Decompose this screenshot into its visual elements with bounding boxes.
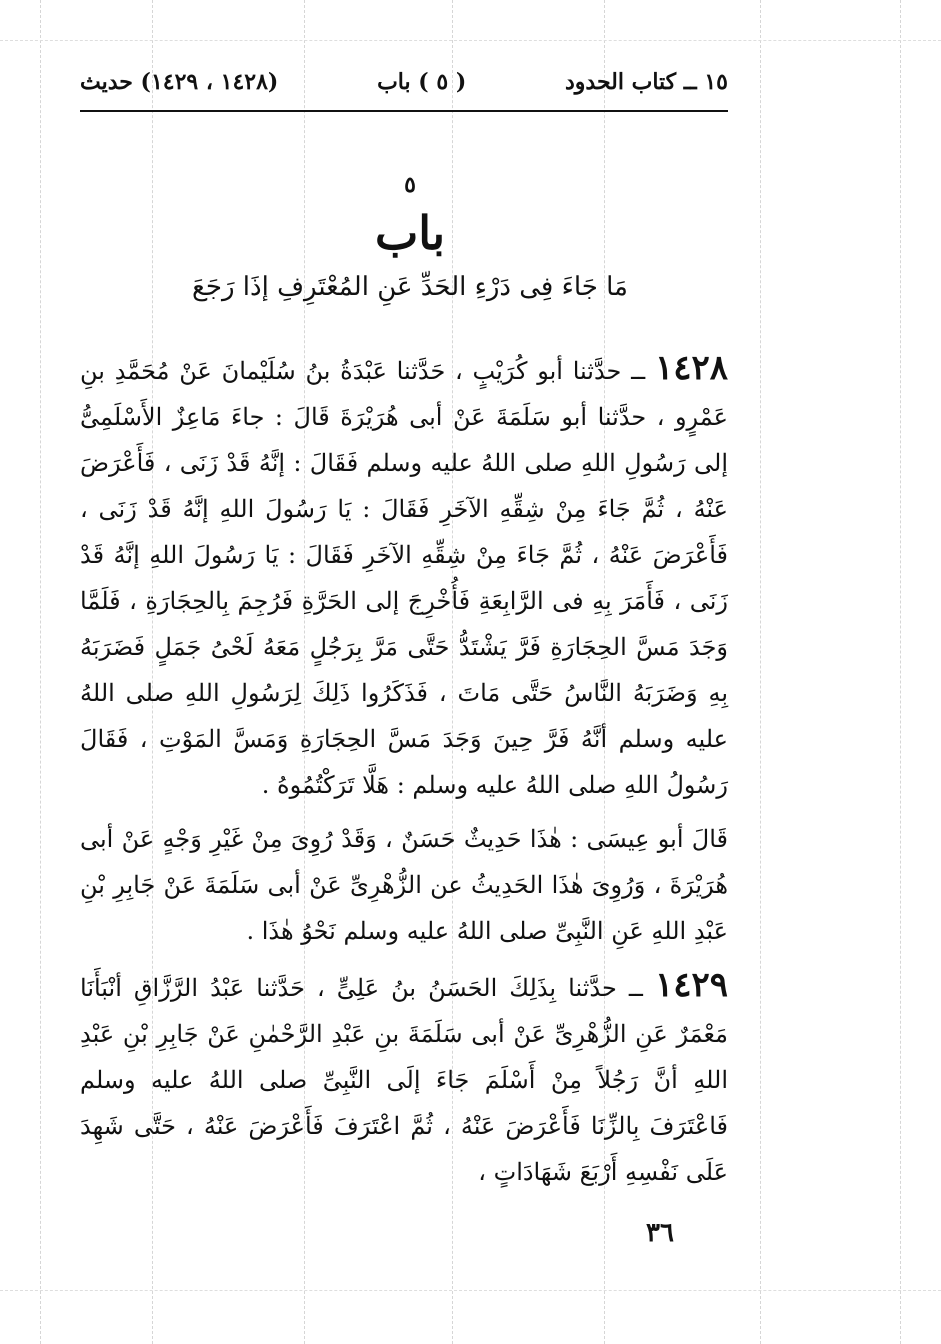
- main-text: [80, 345, 728, 1195]
- hadith-number: ١٤٢٨: [654, 348, 728, 388]
- header-book-title: ١٥ ــ كتاب الحدود: [564, 69, 728, 95]
- guide-line: [0, 40, 941, 41]
- guide-line: [40, 0, 41, 1344]
- hadith-paragraph: [80, 345, 728, 808]
- commentary-paragraph: [80, 816, 728, 954]
- hadith-text: ــ حدَّثنا بِذَلِكَ الحَسَنُ بنُ عَلِىٍّ ، حَدَّثنا عَبْدُ الرَّزَّاقِ أنْبَأَنَا مَعْمَرٌ عَنِ الزُّهْرِىِّ عَنْ أبى سَلَمَةَ بنِ عَبْدِ الرَّحْمٰنِ عَنْ جَابِرِ بْنِ عَبْدِ اللهِ أنَّ رَجُلاً مِنْ أَسْلَمَ جَاءَ إلَى النَّبِىِّ صلى اللهُ عليه وسلم فَاعْتَرَفَ بِالزِّنَا فَأَعْرَضَ عَنْهُ ، ثُمَّ اعْتَرَفَ فَأَعْرَضَ عَنْهُ ، حَتَّى شَهِدَ عَلَى نَفْسِهِ أَرْبَعَ شَهَادَاتٍ ،: [80, 974, 728, 1186]
- header-hadith-range: (١٤٢٨ ، ١٤٢٩) حديث: [80, 69, 279, 95]
- page-number: ٣٦: [646, 1218, 674, 1248]
- header-chapter: ( ٥ ) باب: [377, 69, 467, 95]
- guide-line: [760, 0, 761, 1344]
- hadith-number: ١٤٢٩: [654, 965, 728, 1005]
- chapter-subtitle: مَا جَاءَ فِى دَرْءِ الحَدِّ عَنِ المُعْتَرِفِ إذَا رَجَعَ: [192, 272, 628, 302]
- header-rule: [80, 110, 728, 112]
- guide-line: [0, 1290, 941, 1291]
- hadith-paragraph: [80, 962, 728, 1195]
- commentary-text: قَالَ أبو عِيسَى : هٰذَا حَدِيثٌ حَسَنٌ ، وَقَدْ رُوِىَ مِنْ غَيْرِ وَجْهٍ عَنْ أبى هُرَيْرَةَ ، وَرُوِىَ هٰذَا الحَدِيثُ عن الزُّهْرِىِّ عَنْ أبى سَلَمَةَ عَنْ جَابِرِ بْنِ عَبْدِ اللهِ عَنِ النَّبِىِّ صلى اللهُ عليه وسلم نَحْوُ هٰذَا .: [80, 825, 728, 945]
- chapter-number: ٥: [404, 172, 416, 198]
- guide-line: [900, 0, 901, 1344]
- chapter-title: باب: [374, 206, 446, 260]
- hadith-text: ــ حدَّثنا أبو كُرَيْبٍ ، حَدَّثنا عَبْدَةُ بنُ سُلَيْمانَ عَنْ مُحَمَّدِ بنِ عَمْرٍو ، حدَّثنا أبو سَلَمَةَ عَنْ أبى هُرَيْرَةَ قَالَ : جاءَ مَاعِزٌ الأَسْلَمِىُّ إلى رَسُولِ اللهِ صلى اللهُ عليه وسلم فَقَالَ : إنَّهُ قَدْ زَنَى ، فَأَعْرَضَ عَنْهُ ، ثُمَّ جَاءَ مِنْ شِقِّهِ الآخَرِ فَقَالَ : يَا رَسُولَ اللهِ إنَّهُ قَدْ زَنَى ، فَأَعْرَضَ عَنْهُ ، ثُمَّ جَاءَ مِنْ شِقِّهِ الآخَرِ فَقَالَ : يَا رَسُولَ اللهِ إنَّهُ قَدْ زَنَى ، فَأَمَرَ بِهِ فى الرَّابِعَةِ فَأُخْرِجَ إلى الحَرَّةِ فَرُجِمَ بِالحِجَارَةِ ، فَلَمَّا وَجَدَ مَسَّ الحِجَارَةِ فَرَّ يَشْتَدُّ حَتَّى مَرَّ بِرَجُلٍ مَعَهُ لَحْىُ جَمَلٍ فَضَرَبَهُ بِهِ وَضَرَبَهُ النَّاسُ حَتَّى مَاتَ ، فَذَكَرُوا ذَلِكَ لِرَسُولِ اللهِ صلى اللهُ عليه وسلم أنَّهُ فَرَّ حِينَ وَجَدَ مَسَّ الحِجَارَةِ وَمَسَّ المَوْتِ ، فَقَالَ رَسُولُ اللهِ صلى اللهُ عليه وسلم : هَلَّا تَرَكْتُمُوهُ .: [80, 357, 728, 799]
- running-header: [80, 60, 728, 104]
